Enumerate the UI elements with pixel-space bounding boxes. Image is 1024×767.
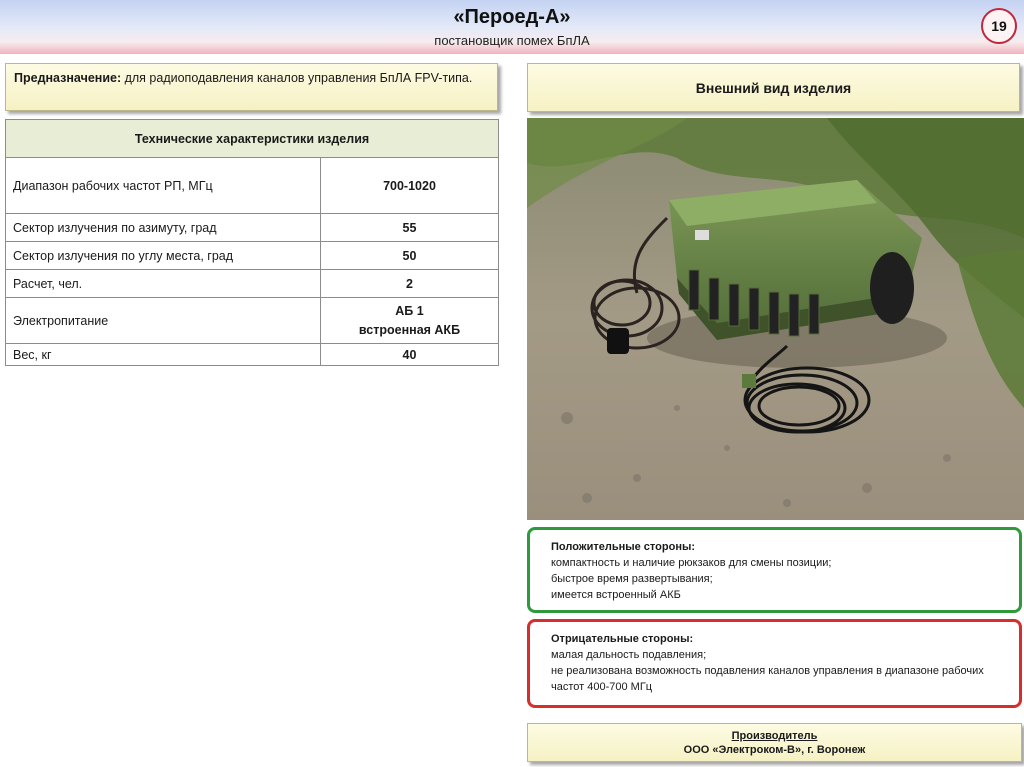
pros-item: имеется встроенный АКБ [551,589,681,601]
spec-value: 55 [321,214,499,242]
pros-title: Положительные стороны: [551,541,696,553]
pros-item: быстрое время развертывания; [551,573,713,585]
cons-item: малая дальность подавления; [551,649,707,661]
cons-title: Отрицательные стороны: [551,633,694,645]
specs-table-header [6,120,499,158]
pros-item: компактность и наличие рюкзаков для смены позиции; [551,557,832,569]
slide-subtitle: постановщик помех БпЛА [434,33,590,48]
spec-value: 2 [321,270,499,298]
table-row [6,158,499,214]
view-title-box [527,63,1020,112]
spec-label: Расчет, чел. [6,270,321,298]
cons-box [527,619,1022,708]
pros-box [527,527,1022,613]
product-photo-illustration [527,118,1024,520]
spec-value: 40 [321,344,499,366]
spec-value: 700-1020 [321,158,499,214]
slide-title: «Пероед-А» [453,6,571,28]
specs-title: Технические характеристики изделия [6,120,499,158]
page-number-badge: 19 [981,8,1017,44]
spec-value [321,298,499,344]
purpose-label: Предназначение: [14,71,122,85]
manufacturer-name: ООО «Электроком-В», г. Воронеж [683,744,866,756]
table-row [6,270,499,298]
spec-label: Сектор излучения по углу места, град [6,242,321,270]
manufacturer-title: Производитель [731,730,818,742]
purpose-box [5,63,498,111]
spec-label: Сектор излучения по азимуту, град [6,214,321,242]
spec-value: 50 [321,242,499,270]
product-photo [527,118,1024,520]
spec-label: Вес, кг [6,344,321,366]
spec-label: Электропитание [6,298,321,344]
spec-value-line: АБ 1 [395,303,424,318]
table-row [6,298,499,344]
specs-table [5,119,499,366]
manufacturer-box [527,723,1022,762]
table-row [6,344,499,366]
cons-item: не реализована возможность подавления каналов управления в диапазоне рабочих частот 400-700 МГц [551,665,984,693]
spec-value-line: встроенная АКБ [358,322,461,337]
purpose-text: для радиоподавления каналов управления БпЛА FPV-типа. [121,71,473,85]
spec-label: Диапазон рабочих частот РП, МГц [6,158,321,214]
table-row [6,214,499,242]
slide-header [0,0,1024,54]
view-title: Внешний вид изделия [695,79,852,96]
table-row [6,242,499,270]
